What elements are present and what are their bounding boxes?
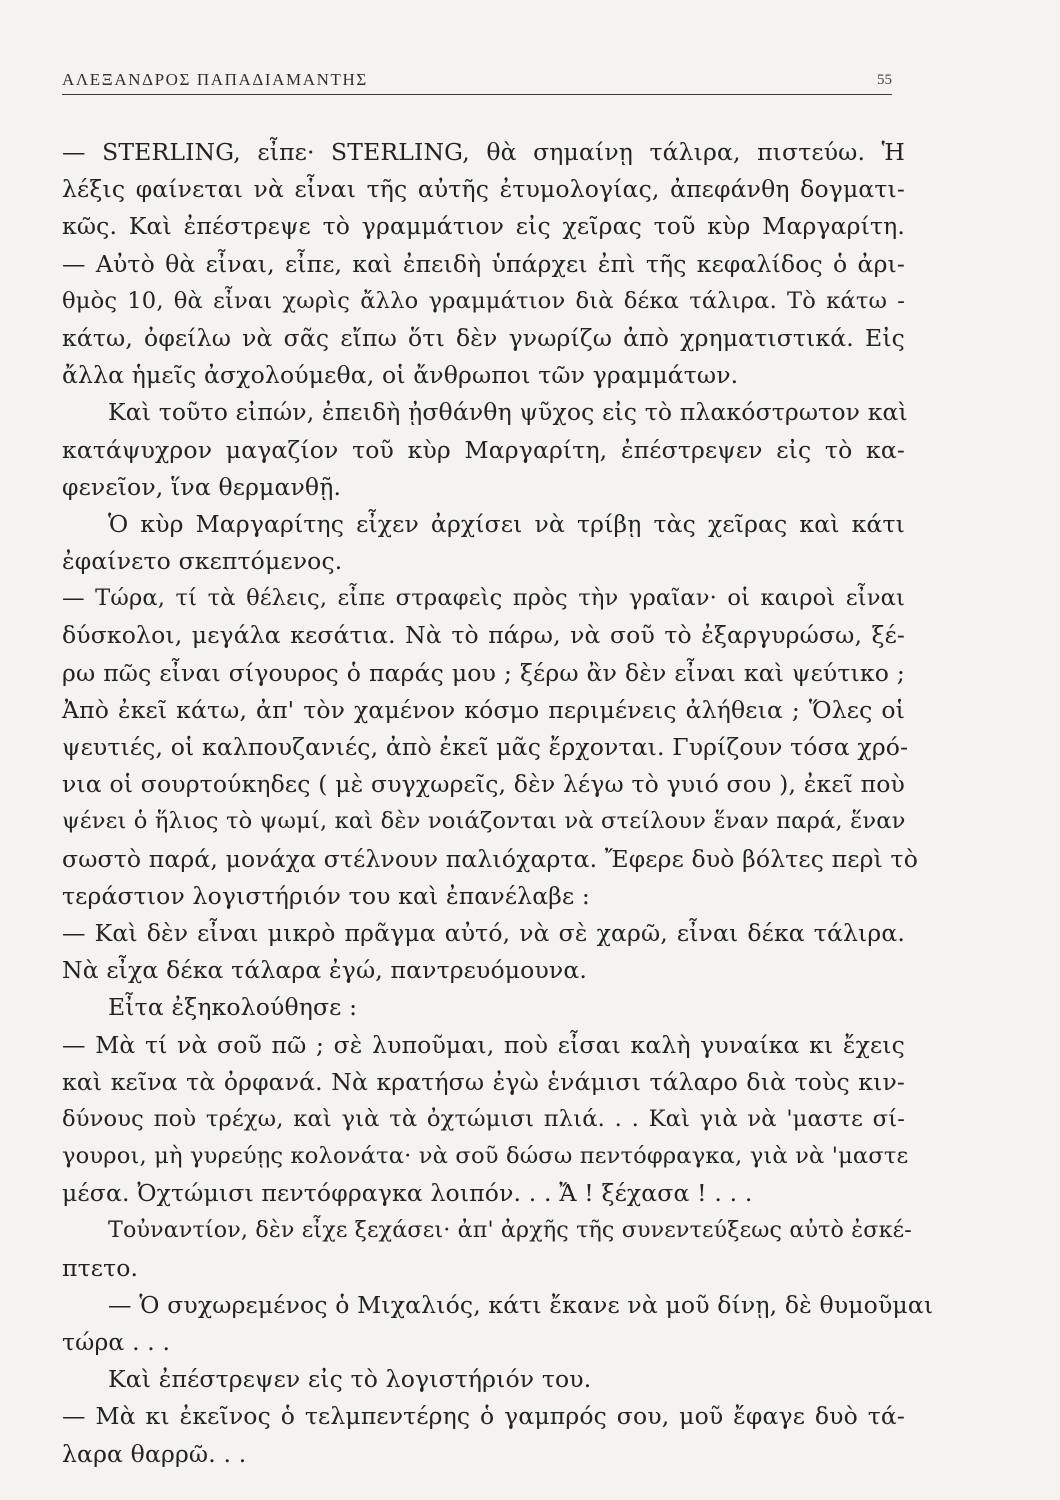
text-line: δύσκολοι, μεγάλα κεσάτια. Νὰ τὸ πάρω, νὰ σοῦ τὸ ἐξαργυρώσω, ξέ- [62, 621, 905, 650]
text-line: κῶς. Καὶ ἐπέστρεψε τὸ γραμμάτιον εἰς χεῖρας τοῦ κὺρ Μαργαρίτη. [62, 212, 905, 241]
text-line: ψένει ὁ ἥλιος τὸ ψωμί, καὶ δὲν νοιάζονται νὰ στείλουν ἕναν παρά, ἕναν [62, 808, 906, 835]
text-line: Καὶ τοῦτο εἰπών, ἐπειδὴ ᾐσθάνθη ψῦχος εἰς τὸ πλακόστρωτον καὶ [108, 398, 908, 427]
text-line: — Μὰ τί νὰ σοῦ πῶ ; σὲ λυποῦμαι, ποὺ εἶσαι καλὴ γυναίκα κι ἔχεις [62, 1030, 905, 1059]
text-line: — Ὁ συχωρεμένος ὁ Μιχαλιός, κάτι ἔκανε νὰ μοῦ δίνῃ, δὲ θυμοῦμαι [108, 1290, 934, 1319]
text-line: δύνους ποὺ τρέχω, καὶ γιὰ τὰ ὀχτώμισι πλιά. . . Καὶ γιὰ νὰ 'μαστε σί- [62, 1105, 905, 1132]
text-line: γουροι, μὴ γυρεύῃς κολονάτα· νὰ σοῦ δώσω πεντόφραγκα, γιὰ νὰ 'μαστε [62, 1143, 909, 1170]
text-line: θμὸς 10, θὰ εἶναι χωρὶς ἄλλο γραμμάτιον διὰ δέκα τάλιρα. Τὸ κάτω - [62, 287, 905, 314]
text-line: τώρα . . . [62, 1328, 171, 1356]
text-line: ρω πῶς εἶναι σίγουρος ὁ παράς μου ; ξέρω ἂν δὲν εἶναι καὶ ψεύτικο ; [62, 658, 905, 687]
text-line: ψευτιές, οἱ καλπουζανιές, ἀπὸ ἐκεῖ μᾶς ἔρχονται. Γυρίζουν τόσα χρό- [62, 733, 909, 761]
text-line: πτετο. [62, 1253, 139, 1282]
text-line: κάτω, ὀφείλω νὰ σᾶς εἴπω ὅτι δὲν γνωρίζω ἀπὸ χρηματιστικά. Εἰς [62, 323, 905, 352]
text-line: — Αὐτὸ θὰ εἶναι, εἶπε, καὶ ἐπειδὴ ὑπάρχει ἐπὶ τῆς κεφαλίδος ὁ ἀρι- [62, 249, 905, 278]
body-text [62, 134, 934, 1473]
text-line: φενεῖον, ἵνα θερμανθῇ. [62, 472, 342, 501]
text-line: — Καὶ δὲν εἶναι μικρὸ πρᾶγμα αὐτό, νὰ σὲ χαρῶ, εἶναι δέκα τάλιρα. [62, 918, 905, 947]
text-line: — STERLING, εἶπε· STERLING, θὰ σημαίνῃ τάλιρα, πιστεύω. Ἡ [62, 138, 905, 166]
text-line: Νὰ εἶχα δέκα τάλαρα ἐγώ, παντρευόμουνα. [62, 956, 587, 985]
text-line: — Τώρα, τί τὰ θέλεις, εἶπε στραφεὶς πρὸς τὴν γραῖαν· οἱ καιροὶ εἶναι [62, 585, 905, 612]
text-line: — Μὰ κι ἐκεῖνος ὁ τελμπεντέρης ὁ γαμπρός σου, μοῦ ἔφαγε δυὸ τά- [62, 1402, 905, 1431]
text-line: λέξις φαίνεται νὰ εἶναι τῆς αὐτῆς ἐτυμολογίας, ἀπεφάνθη δογματι- [62, 175, 905, 204]
text-line: σωστὸ παρά, μονάχα στέλνουν παλιόχαρτα. Ἔφερε δυὸ βόλτες περὶ τὸ [62, 844, 918, 873]
text-line: κατάψυχρον μαγαζίον τοῦ κὺρ Μαργαρίτη, ἐπέστρεψεν εἰς τὸ κα- [62, 435, 905, 464]
text-line: νια οἱ σουρτούκηδες ( μὲ συγχωρεῖς, δὲν λέγω τὸ γυιό σου ), ἐκεῖ ποὺ [62, 770, 905, 799]
text-line: Τοὐναντίον, δὲν εἶχε ξεχάσει· ἀπ' ἀρχῆς τῆς συνεντεύξεως αὐτὸ ἐσκέ- [108, 1217, 912, 1244]
text-line: ἄλλα ἡμεῖς ἀσχολούμεθα, οἱ ἄνθρωποι τῶν γραμμάτων. [62, 361, 739, 390]
text-line: ἐφαίνετο σκεπτόμενος. [62, 547, 343, 576]
text-line: λαρα θαρρῶ. . . [62, 1439, 247, 1468]
text-line: Εἶτα ἐξηκολούθησε : [108, 993, 358, 1022]
running-head-author: ΑΛΕΞΑΝΔΡΟΣ ΠΑΠΑΔΙΑΜΑΝΤΗΣ [62, 70, 368, 89]
text-line: μέσα. Ὀχτώμισι πεντόφραγκα λοιπόν. . . Ἄ ! ξέχασα ! . . . [62, 1179, 753, 1208]
text-line: Καὶ ἐπέστρεψεν εἰς τὸ λογιστήριόν του. [108, 1365, 592, 1394]
text-line: Ἀπὸ ἐκεῖ κάτω, ἀπ' τὸν χαμένον κόσμο περιμένεις ἀλήθεια ; Ὅλες οἱ [62, 695, 905, 724]
running-head [62, 70, 892, 95]
text-line: τεράστιον λογιστήριόν του καὶ ἐπανέλαβε : [62, 881, 590, 910]
text-line: Ὁ κὺρ Μαργαρίτης εἶχεν ἀρχίσει νὰ τρίβῃ τὰς χεῖρας καὶ κάτι [108, 509, 905, 538]
page-number: 55 [877, 72, 892, 88]
text-line: καὶ κεῖνα τὰ ὀρφανά. Νὰ κρατήσω ἐγὼ ἑνάμισι τάλαρο διὰ τοὺς κιν- [62, 1067, 905, 1096]
